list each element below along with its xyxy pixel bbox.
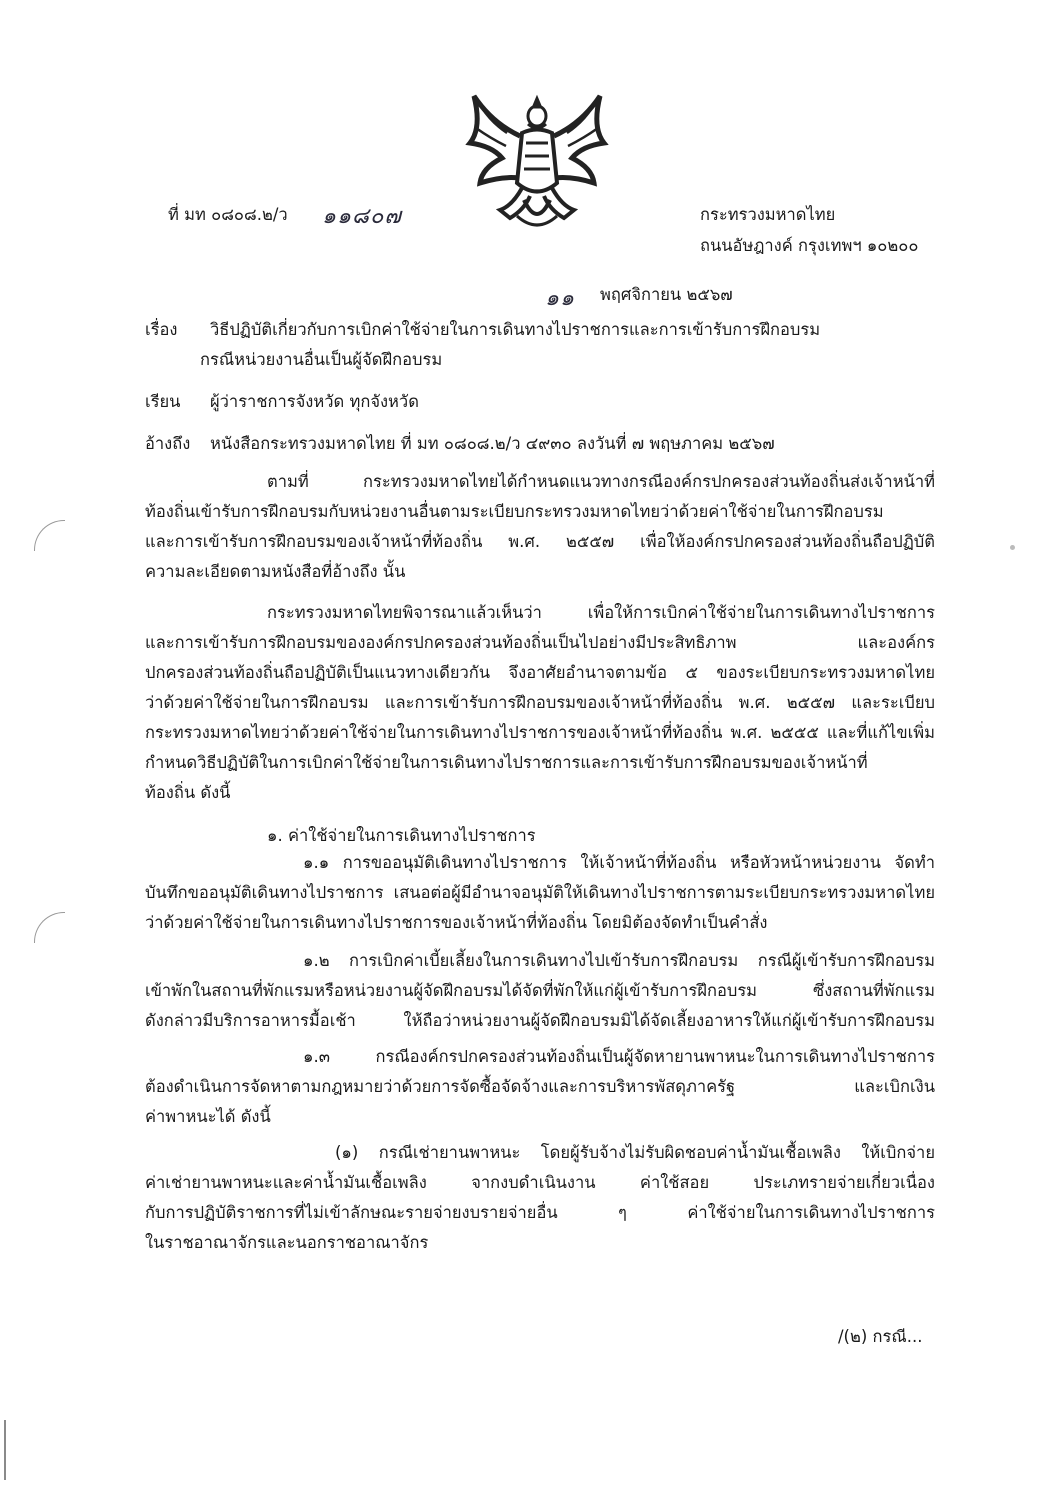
punch-hole-mark xyxy=(34,912,65,943)
reference-text: หนังสือกระทรวงมหาดไทย ที่ มท ๐๘๐๘.๒/ว ๔๙๓๐ ลงวันที่ ๗ พฤษภาคม ๒๕๖๗ xyxy=(210,434,775,453)
paragraph-line: ความละเอียดตามหนังสือที่อ้างถึง นั้น xyxy=(145,562,406,581)
paragraph-line: ในราชอาณาจักรและนอกราชอาณาจักร xyxy=(145,1233,429,1252)
paragraph-line: ว่าด้วยค่าใช้จ่ายในการฝึกอบรม และการเข้ารับการฝึกอบรมของเจ้าหน้าที่ท้องถิ่น พ.ศ. ๒๕๕๗ และระเบียบ xyxy=(145,693,935,712)
reference-number-handwritten: ๑๑๘๐๗ xyxy=(322,204,402,229)
section-1-title: ๑. ค่าใช้จ่ายในการเดินทางไปราชการ xyxy=(267,826,536,845)
date-day-handwritten: ๑๑ xyxy=(545,286,575,311)
paragraph-line: (๑) กรณีเช่ายานพาหนะ โดยผู้รับจ้างไม่รับผิดชอบค่าน้ำมันเชื้อเพลิง ให้เบิกจ่าย xyxy=(335,1143,935,1162)
ministry-name: กระทรวงมหาดไทย xyxy=(700,205,836,224)
garuda-emblem-icon xyxy=(462,88,612,234)
paragraph-line: กำหนดวิธีปฏิบัติในการเบิกค่าใช้จ่ายในการเดินทางไปราชการและการเข้ารับการฝึกอบรมของเจ้าหน้าที่ xyxy=(145,753,868,772)
paragraph-line: ดังกล่าวมีบริการอาหารมื้อเช้า ให้ถือว่าหน่วยงานผู้จัดฝึกอบรมมิได้จัดเลี้ยงอาหารให้แก่ผู้เข้ารับการฝึกอบรม xyxy=(145,1011,935,1030)
scan-edge-line xyxy=(4,1420,6,1480)
subject-line-1: วิธีปฏิบัติเกี่ยวกับการเบิกค่าใช้จ่ายในการเดินทางไปราชการและการเข้ารับการฝึกอบรม xyxy=(210,320,821,339)
subject-label: เรื่อง xyxy=(145,320,178,339)
paragraph-line: ค่าเช่ายานพาหนะและค่าน้ำมันเชื้อเพลิง จากงบดำเนินงาน ค่าใช้สอย ประเภทรายจ่ายเกี่ยวเนื่อง xyxy=(145,1173,935,1192)
paragraph-line: ท้องถิ่นเข้ารับการฝึกอบรมกับหน่วยงานอื่นตามระเบียบกระทรวงมหาดไทยว่าด้วยค่าใช้จ่ายในการฝึกอบรม xyxy=(145,502,884,521)
ministry-address: ถนนอัษฎางค์ กรุงเทพฯ ๑๐๒๐๐ xyxy=(700,236,919,255)
reference-label: อ้างถึง xyxy=(145,434,191,453)
paragraph-line: และการเข้ารับการฝึกอบรมขององค์กรปกครองส่วนท้องถิ่นเป็นไปอย่างมีประสิทธิภาพ และองค์กร xyxy=(145,633,935,652)
paragraph-line: ตามที่ กระทรวงมหาดไทยได้กำหนดแนวทางกรณีองค์กรปกครองส่วนท้องถิ่นส่งเจ้าหน้าที่ xyxy=(267,472,935,491)
paragraph-line: ต้องดำเนินการจัดหาตามกฎหมายว่าด้วยการจัดซื้อจัดจ้างและการบริหารพัสดุภาครัฐ และเบิกเงิน xyxy=(145,1077,935,1096)
punch-hole-mark xyxy=(34,520,65,551)
paragraph-line: กับการปฏิบัติราชการที่ไม่เข้าลักษณะรายจ่ายงบรายจ่ายอื่น ๆ ค่าใช้จ่ายในการเดินทางไปราชการ xyxy=(145,1203,935,1222)
scan-speck xyxy=(1010,545,1015,550)
paragraph-line: ๑.๒ การเบิกค่าเบี้ยเลี้ยงในการเดินทางไปเข้ารับการฝึกอบรม กรณีผู้เข้ารับการฝึกอบรม xyxy=(303,951,935,970)
paragraph-line: ท้องถิ่น ดังนี้ xyxy=(145,783,231,802)
to-recipient: ผู้ว่าราชการจังหวัด ทุกจังหวัด xyxy=(210,392,419,411)
paragraph-line: บันทึกขออนุมัติเดินทางไปราชการ เสนอต่อผู้มีอำนาจอนุมัติให้เดินทางไปราชการตามระเบียบกระทรวงมหาดไทย xyxy=(145,883,935,902)
paragraph-line: ปกครองส่วนท้องถิ่นถือปฏิบัติเป็นแนวทางเดียวกัน จึงอาศัยอำนาจตามข้อ ๕ ของระเบียบกระทรวงมหาดไทย xyxy=(145,663,935,682)
date-month-year: พฤศจิกายน ๒๕๖๗ xyxy=(600,285,733,304)
paragraph-line: ค่าพาหนะได้ ดังนี้ xyxy=(145,1107,271,1126)
paragraph-line: เข้าพักในสถานที่พักแรมหรือหน่วยงานผู้จัดฝึกอบรมได้จัดที่พักให้แก่ผู้เข้ารับการฝึกอบรม ซึ่งสถานที่พักแรม xyxy=(145,981,935,1000)
paragraph-1 xyxy=(145,467,935,587)
reference-number: ที่ มท ๐๘๐๘.๒/ว xyxy=(168,205,288,224)
section-1-3 xyxy=(145,1042,935,1132)
paragraph-line: กระทรวงมหาดไทยว่าด้วยค่าใช้จ่ายในการเดินทางไปราชการของเจ้าหน้าที่ท้องถิ่น พ.ศ. ๒๕๕๕ และที่แก้ไขเพิ่ม xyxy=(145,723,935,742)
paragraph-2 xyxy=(145,598,935,808)
page-continuation: /(๒) กรณี... xyxy=(838,1327,923,1346)
paragraph-line: ๑.๓ กรณีองค์กรปกครองส่วนท้องถิ่นเป็นผู้จัดหายานพาหนะในการเดินทางไปราชการ xyxy=(303,1047,935,1066)
paragraph-line: กระทรวงมหาดไทยพิจารณาแล้วเห็นว่า เพื่อให้การเบิกค่าใช้จ่ายในการเดินทางไปราชการ xyxy=(267,603,935,622)
section-1-1 xyxy=(145,848,935,938)
section-1-3-item-1 xyxy=(145,1138,935,1258)
subject-line-2: กรณีหน่วยงานอื่นเป็นผู้จัดฝึกอบรม xyxy=(200,350,443,369)
paragraph-line: และการเข้ารับการฝึกอบรมของเจ้าหน้าที่ท้องถิ่น พ.ศ. ๒๕๕๗ เพื่อให้องค์กรปกครองส่วนท้องถิ่นถือปฏิบัติ xyxy=(145,532,935,551)
paragraph-line: ๑.๑ การขออนุมัติเดินทางไปราชการ ให้เจ้าหน้าที่ท้องถิ่น หรือหัวหน้าหน่วยงาน จัดทำ xyxy=(303,853,935,872)
to-label: เรียน xyxy=(145,392,181,411)
paragraph-line: ว่าด้วยค่าใช้จ่ายในการเดินทางไปราชการของเจ้าหน้าที่ท้องถิ่น โดยมิต้องจัดทำเป็นคำสั่ง xyxy=(145,913,768,932)
section-1-2 xyxy=(145,946,935,1036)
